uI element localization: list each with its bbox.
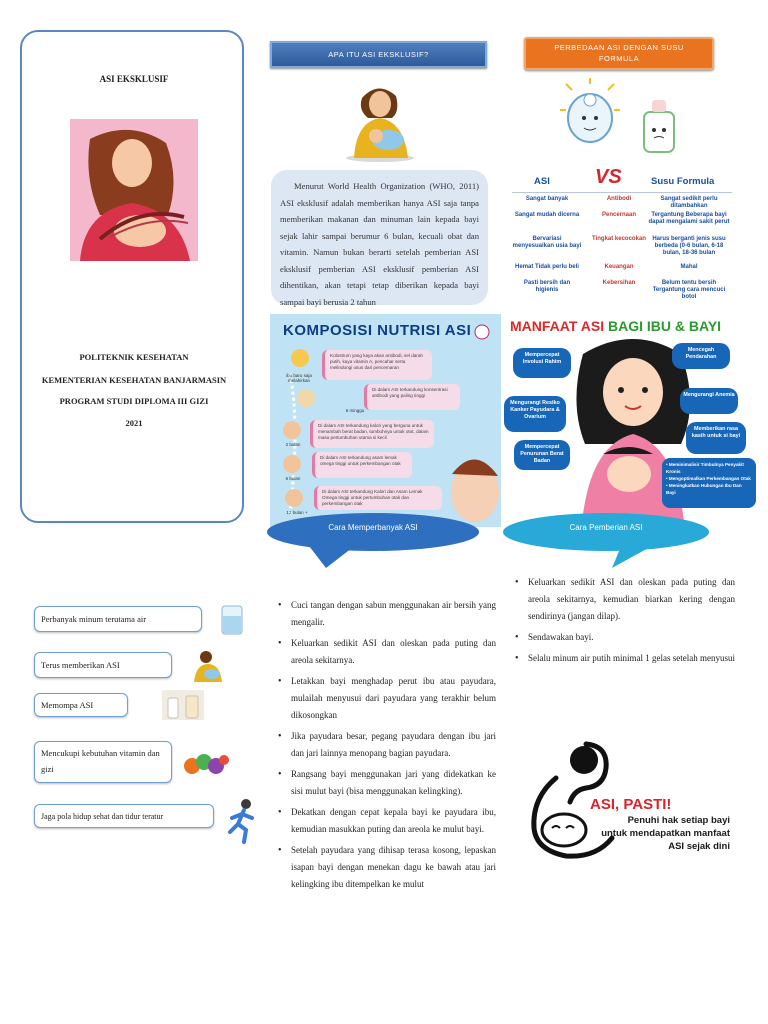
manfaat-bubble: Mencegah Pendarahan (672, 343, 730, 369)
komposisi-stage-label: 6 minggu (345, 408, 365, 413)
comparison-cell-formula: Mahal (680, 264, 698, 270)
nursing-mother-icon (340, 78, 422, 162)
comparison-cell-formula: Tergantung Beberapa bayi dapat mengalami sakit perut (648, 212, 730, 225)
list-item: • Letakkan bayi menghadap perut ibu atau payudara, mulailah menyusui dari payudara yang terakhir belum dikosongkan (291, 673, 496, 724)
manfaat-list-item: • Mengoptimalkan Perkembangan Otak (666, 476, 751, 481)
tip-item: Memompa ASI (34, 693, 128, 717)
mother-breastfeeding-illustration (70, 119, 198, 261)
manfaat-bubble: Mempercepat Involusi Rahim (513, 348, 571, 378)
manfaat-title: MANFAAT ASI BAGI IBU & BAYI (510, 318, 722, 334)
komposisi-stage-note: Di dalam ASI terkandung konsentrasi antibodi yang paling tinggi (364, 384, 460, 410)
cover-panel (20, 30, 244, 523)
bubble-cara-pemberian (502, 512, 710, 570)
comparison-cell-aspect: Antibodi (606, 196, 632, 202)
komposisi-stage-note: Kolostrum yang kaya akan antibodi, sel darah putih, kaya vitamin A, pencahar serta melindungi usus dari pencemaran (322, 350, 432, 380)
breastfeeding-icon (186, 648, 230, 682)
comparison-cell-asi: Pasti bersih dan higienis (523, 280, 571, 293)
steps-list-right (514, 574, 735, 671)
list-item: • Selalu minum air putih minimal 1 gelas setelah menyusui (528, 650, 735, 667)
institution-line: POLITEKNIK KESEHATAN (79, 352, 189, 362)
comparison-cell-asi: Bervariasi menyesuaikan usia bayi (512, 236, 582, 249)
cover-year: 2021 (125, 418, 143, 428)
vegetables-icon (180, 748, 224, 782)
asi-pasti-subtitle: Penuhi hak setiap bayi untuk mendapatkan manfaat ASI sejak dini (601, 815, 730, 852)
perbedaan-header-banner (524, 37, 714, 70)
comparison-cell-asi: Sangat mudah dicerna (514, 212, 580, 218)
running-person-icon (222, 798, 262, 844)
list-item: • Jika payudara besar, pegang payudara dengan ibu jari dan jari lainnya menopang bagian payudara. (291, 728, 496, 762)
breast-vs-bottle-illustration (560, 78, 690, 158)
breast-pump-icon (158, 688, 202, 722)
manfaat-bubble: Mengurangi Anemia (680, 388, 738, 414)
bubble-label: Cara Pemberian ASI (569, 523, 643, 532)
comparison-cell-aspect: Pencernaan (601, 212, 637, 218)
comparison-cell-asi: Hemat Tidak perlu beli (515, 264, 579, 270)
manfaat-list-box (662, 458, 756, 508)
water-glass-icon (210, 602, 254, 636)
komposisi-title: KOMPOSISI NUTRISI ASI (283, 322, 472, 339)
list-item: • Dekatkan dengan cepat kepala bayi ke payudara ibu, kemudian masukkan puting dan areola ke mulut bayi. (291, 804, 496, 838)
comparison-cell-aspect: Keuangan (604, 264, 634, 270)
comparison-cell-formula: Harus berganti jenis susu berbeda (0-6 bulan, 6-18 bulan, 18-36 bulan (652, 236, 726, 256)
tip-item: Perbanyak minum terutama air (34, 606, 202, 632)
manfaat-list-item: • Meningkatkan Hubungan Ibu Dan Bayi (666, 483, 742, 495)
list-item: • Sendawakan bayi. (528, 629, 735, 646)
apa-definition-text: Menurut World Health Organization (WHO, 2011) ASI eksklusif adalah memberikan hanya ASI saja tanpa memberikan makanan dan minuman lain kepada bayi sejak lahir sampai berumur 6 bulan, kecuali obat dan vitamin. Namun bukan berarti setelah pemberian ASI eksklusif pemberian ASI eksklusif pemberian ASI dihentikan, akan tetapi tetap diberikan kepada bayi sampai bayi berusia 2 tahun (280, 181, 479, 307)
comparison-header-asi: ASI (534, 176, 550, 187)
comparison-header-formula: Susu Formula (651, 176, 715, 187)
manfaat-bubble: Memberikan rasa kasih untuk si bayi (686, 422, 746, 454)
manfaat-list-item: • Meminimalisir Timbulnya Penyakit Kronis (666, 462, 744, 474)
apa-header-banner: APA ITU ASI EKSKLUSIF? (270, 41, 487, 68)
comparison-cell-asi: Sangat banyak (525, 196, 569, 202)
perbedaan-header-line: FORMULA (598, 54, 640, 63)
comparison-cell-aspect: Kebersihan (602, 280, 636, 286)
list-item: • Keluarkan sedikit ASI dan oleskan pada puting dan areola sekitarnya, kemudian biarkan kering dengan sendirinya (jangan dilap). (528, 574, 735, 625)
tip-item: Mencukupi kebutuhan vitamin dan gizi (34, 741, 172, 783)
institution-line: KEMENTERIAN KESEHATAN BANJARMASIN (41, 375, 227, 385)
institution-line: PROGRAM STUDI DIPLOMA III GIZI (59, 396, 209, 406)
comparison-table (512, 194, 732, 302)
komposisi-stage-note: Di dalam ASI terkandung kalori yang berguna untuk menambah berat badan, tumbuhnya untuk otot, dalam masa pertumbuhan utama si kecil (310, 420, 434, 448)
komposisi-stage-note: Di dalam ASI terkandung asam lemak omega tinggi untuk perkembangan otak (312, 452, 412, 478)
comparison-divider (512, 192, 732, 193)
bubble-label: Cara Memperbanyak ASI (328, 523, 418, 532)
steps-list-middle (277, 597, 496, 897)
komposisi-stage-label: ibu baru saja melahirkan (286, 373, 312, 383)
apa-definition-box (271, 170, 488, 305)
list-item: • Setelah payudara yang dihisap terasa kosong, lepaskan isapan bayi dengan menekan dagu ke bawah atau jari kelingking ibu ditempelkan ke mulut (291, 842, 496, 893)
cover-title: ASI EKSKLUSIF (99, 74, 169, 84)
comparison-cell-formula: Sangat sedikit perlu ditambahkan (660, 196, 718, 209)
tip-item: Jaga pola hidup sehat dan tidur teratur (34, 804, 214, 828)
tip-item: Terus memberikan ASI (34, 652, 172, 678)
bubble-cara-memperbanyak (266, 512, 480, 570)
komposisi-stage-label: 12 bulan + (286, 510, 308, 515)
list-item: • Keluarkan sedikit ASI dan oleskan pada puting dan areola sekitarnya. (291, 635, 496, 669)
komposisi-stage-note: Di dalam ASI terkandung Kalori dan Asam Lemak Omega tinggi untuk pertumbuhan otak dan perkembangan otak (314, 486, 442, 510)
manfaat-bubble: Mengurangi Resiko Kanker Payudara & Ovarium (504, 396, 566, 432)
perbedaan-header-line: PERBEDAAN ASI DENGAN SUSU (554, 43, 684, 52)
comparison-vs-label: VS (595, 166, 622, 188)
list-item: • Cuci tangan dengan sabun menggunakan air bersih yang mengalir. (291, 597, 496, 631)
komposisi-stage-label: 6 bulan (285, 476, 301, 481)
asi-pasti-title: ASI, PASTI! (590, 796, 672, 813)
comparison-cell-formula: Belum tentu bersih Tergantung cara mencuci botol (652, 280, 726, 300)
manfaat-bubble: Mempercepat Penurunan Berat Badan (514, 440, 570, 470)
comparison-cell-aspect: Tingkat kecocokan (592, 236, 646, 242)
list-item: • Rangsang bayi menggunakan jari yang didekatkan ke sisi mulut bayi (bisa menggunakan kelingking). (291, 766, 496, 800)
komposisi-stage-label: 2 bulan (285, 442, 301, 447)
